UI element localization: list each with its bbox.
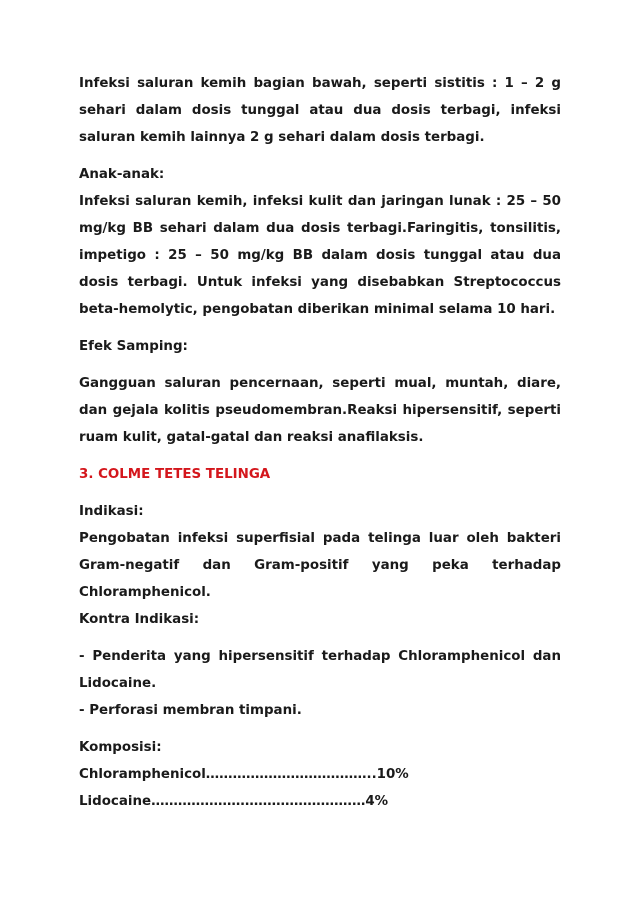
- composition-lidocaine: Lidocaine…………………………………………4%: [79, 794, 389, 809]
- children-dosage-paragraph: Infeksi saluran kemih, infeksi kulit dan jaringan lunak : 25 – 50 mg/kg BB sehari dalam dua dosis terbagi.Faringitis, tonsilitis, impetigo : 25 – 50 mg/kg BB dalam dosis tunggal atau dua dosis terbagi. Untuk infeksi yang disebabkan Streptococcus beta-hemolytic, pengobatan diberikan minimal selama 10 hari.: [79, 194, 561, 317]
- children-heading: Anak-anak:: [79, 167, 165, 182]
- document-body: [79, 70, 561, 815]
- composition-chloramphenicol: Chloramphenicol………………………………..10%: [79, 767, 409, 782]
- dosage-paragraph: Infeksi saluran kemih bagian bawah, seperti sistitis : 1 – 2 g sehari dalam dosis tunggal atau dua dosis terbagi, infeksi saluran kemih lainnya 2 g sehari dalam dosis terbagi.: [79, 76, 561, 145]
- indication-paragraph: Pengobatan infeksi superfisial pada telinga luar oleh bakteri Gram-negatif dan Gram-positif yang peka terhadap Chloramphenicol.: [79, 531, 561, 600]
- indication-heading: Indikasi:: [79, 504, 144, 519]
- side-effects-paragraph: Gangguan saluran pencernaan, seperti mual, muntah, diare, dan gejala kolitis pseudomembran.Reaksi hipersensitif, seperti ruam kulit, gatal-gatal dan reaksi anafilaksis.: [79, 376, 561, 445]
- contraindication-heading: Kontra Indikasi:: [79, 612, 200, 627]
- contraindication-item-1: - Penderita yang hipersensitif terhadap Chloramphenicol dan Lidocaine.: [79, 649, 561, 691]
- section-title: 3. COLME TETES TELINGA: [79, 467, 271, 482]
- side-effects-heading: Efek Samping:: [79, 339, 188, 354]
- contraindication-item-2: - Perforasi membran timpani.: [79, 703, 302, 718]
- composition-heading: Komposisi:: [79, 740, 162, 755]
